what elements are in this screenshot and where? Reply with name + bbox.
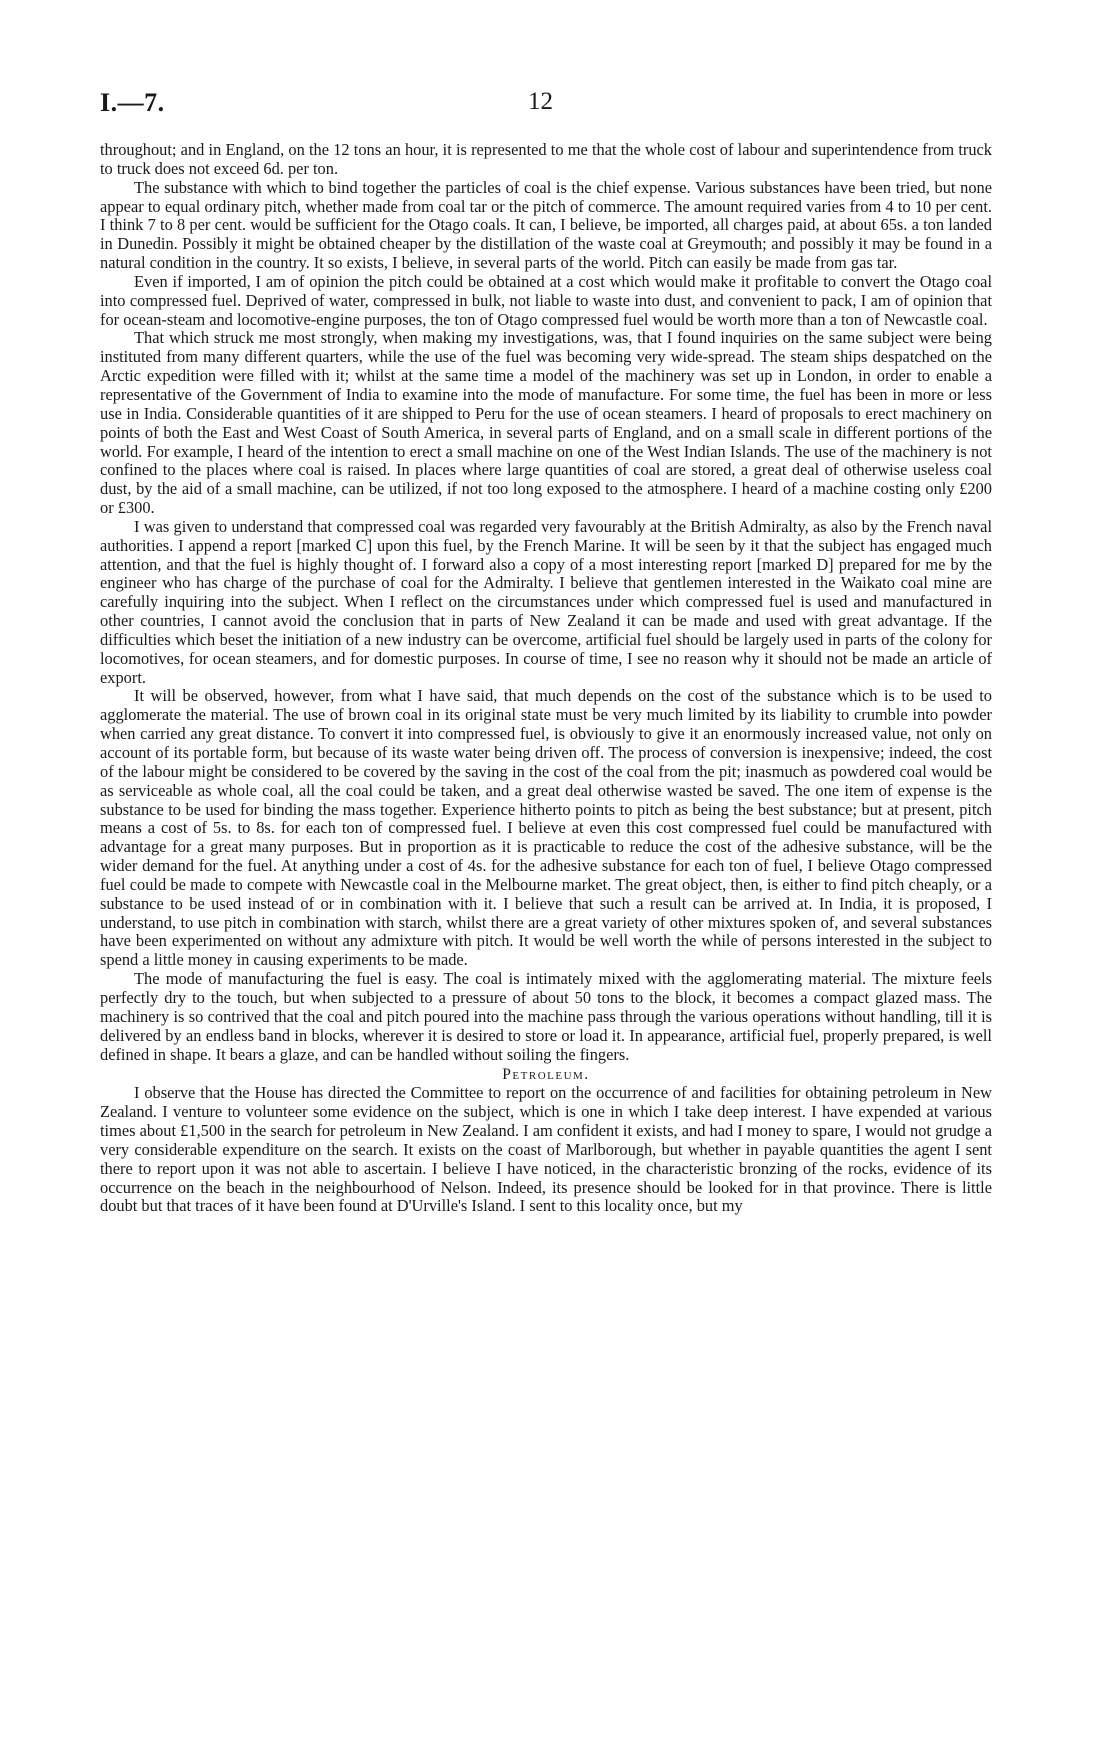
section-heading-petroleum: Petroleum. — [502, 1066, 590, 1084]
page-header — [100, 88, 992, 118]
paragraph-petroleum: I observe that the House has directed the Committee to report on the occurrence of and facilities for obtaining petroleum in New Zealand. I venture to volunteer some evidence on the subject, which is one in which I take deep interest. I have expended at various times about £1,500 in the search for petroleum in New Zealand. I am confident it exists, and had I money to spare, I would not grudge a very considerable expenditure on the search. It exists on the coast of Marlborough, but whether in payable quantities the agent I sent there to report upon it was not able to ascertain. I believe I have noticed, in the characteristic bronzing of the rocks, evidence of its occurrence on the beach in the neighbourhood of Nelson. Indeed, its presence should be looked for in that province. There is little doubt but that traces of it have been found at D'Urville's Island. I sent to this locality once, but my — [100, 1083, 992, 1216]
page-number: 12 — [528, 88, 553, 115]
paragraph-3: Even if imported, I am of opinion the pitch could be obtained at a cost which would make it profitable to convert the Otago coal into compressed fuel. Deprived of water, compressed in bulk, not liable to waste into dust, and convenient to pack, I am of opinion that for ocean-steam and locomotive-engine purposes, the ton of Otago compressed fuel would be worth more than a ton of Newcastle coal. — [100, 271, 992, 329]
paragraph-6: It will be observed, however, from what I have said, that much depends on the cost of the substance which is to be used to agglomerate the material. The use of brown coal in its original state must be very much limited by its liability to crumble into powder when carried any great distance. To convert it into compressed fuel, is obviously to give it an enormously increased value, not only on account of its portable form, but because of its waste water being driven off. The process of conversion is inexpensive; indeed, the cost of the labour might be considered to be covered by the saving in the cost of the coal from the pit; inasmuch as powdered coal would be as serviceable as whole coal, all the coal could be taken, and a great deal otherwise wasted be saved. The one item of expense is the substance to be used for binding the mass together. Experience hitherto points to pitch as being the best substance; but at present, pitch means a cost of 5s. to 8s. for each ton of compressed fuel. I believe at even this cost compressed fuel could be manufactured with advantage for a great many purposes. But in proportion as it is practicable to reduce the cost of the adhesive substance, will be the wider demand for the fuel. At anything under a cost of 4s. for the adhesive substance for each ton of fuel, I believe Otago compressed fuel could be made to compete with Newcastle coal in the Melbourne market. The great object, then, is either to find pitch cheaply, or a substance to be used instead of or in combination with it. I believe that such a result can be arrived at. In India, it is proposed, I understand, to use pitch in combination with starch, whilst there are a great variety of other mixtures spoken of, and several substances have been experimented on without any admixture with pitch. It would be well worth the while of persons interested in the subject to spend a little money in causing experiments to be made. — [100, 686, 992, 970]
paragraph-1: throughout; and in England, on the 12 tons an hour, it is represented to me that the whole cost of labour and superintendence from truck to truck does not exceed 6d. per ton. — [100, 140, 992, 178]
paragraph-7: The mode of manufacturing the fuel is easy. The coal is intimately mixed with the agglomerating material. The mixture feels perfectly dry to the touch, but when subjected to a pressure of about 50 tons to the block, it becomes a compact glazed mass. The machinery is so contrived that the coal and pitch poured into the machine pass through the various operations without handling, till it is delivered by an endless band in blocks, wherever it is desired to store or load it. In appearance, artificial fuel, properly prepared, is well defined in shape. It bears a glaze, and can be handled without soiling the fingers. — [100, 969, 992, 1064]
paragraph-5: I was given to understand that compressed coal was regarded very favourably at the British Admiralty, as also by the French naval authorities. I append a report [marked C] upon this fuel, by the French Marine. It will be seen by it that the subject has engaged much attention, and that the fuel is highly thought of. I forward also a copy of a most interesting report [marked D] prepared for me by the engineer who has charge of the purchase of coal for the Admiralty. I believe that gentlemen interested in the Waikato coal mine are carefully inquiring into the subject. When I reflect on the circumstances under which compressed fuel is used and manufactured in other countries, I cannot avoid the conclusion that in parts of New Zealand it can be made and used with great advantage. If the difficulties which beset the initiation of a new industry can be overcome, artificial fuel should be largely used in parts of the colony for locomotives, for ocean steamers, and for domestic purposes. In course of time, I see no reason why it should not be made an article of export. — [100, 516, 992, 687]
body-text — [100, 141, 992, 1216]
paragraph-2: The substance with which to bind together the particles of coal is the chief expense. Various substances have been tried, but none appear to equal ordinary pitch, whether made from coal tar or the pitch of commerce. The amount required varies from 4 to 10 per cent. I think 7 to 8 per cent. would be sufficient for the Otago coals. It can, I believe, be imported, all charges paid, at about 65s. a ton landed in Dunedin. Possibly it might be obtained cheaper by the distillation of the waste coal at Greymouth; and possibly it may be found in a natural condition in the country. It so exists, I believe, in several parts of the world. Pitch can easily be made from gas tar. — [100, 177, 992, 273]
paragraph-4: That which struck me most strongly, when making my investigations, was, that I found inquiries on the same subject were being instituted from many different quarters, while the use of the fuel was becoming very wide-spread. The steam ships despatched on the Arctic expedition were filled with it; whilst at the same time a model of the machinery was set up in London, in order to enable a representative of the Government of India to examine into the mode of manufacture. For some time, the fuel has been in more or less use in India. Considerable quantities of it are shipped to Peru for the use of ocean steamers. I heard of proposals to erect machinery on points of both the East and West Coast of South America, in several parts of England, and on a small scale in different portions of the world. For example, I heard of the intention to erect a small machine on one of the West Indian Islands. The use of the machinery is not confined to the places where coal is raised. In places where large quantities of coal are stored, a great deal of otherwise useless coal dust, by the aid of a small machine, can be utilized, if not too long exposed to the atmosphere. I heard of a machine costing only £200 or £300. — [100, 328, 992, 518]
document-reference: I.—7. — [100, 88, 165, 117]
